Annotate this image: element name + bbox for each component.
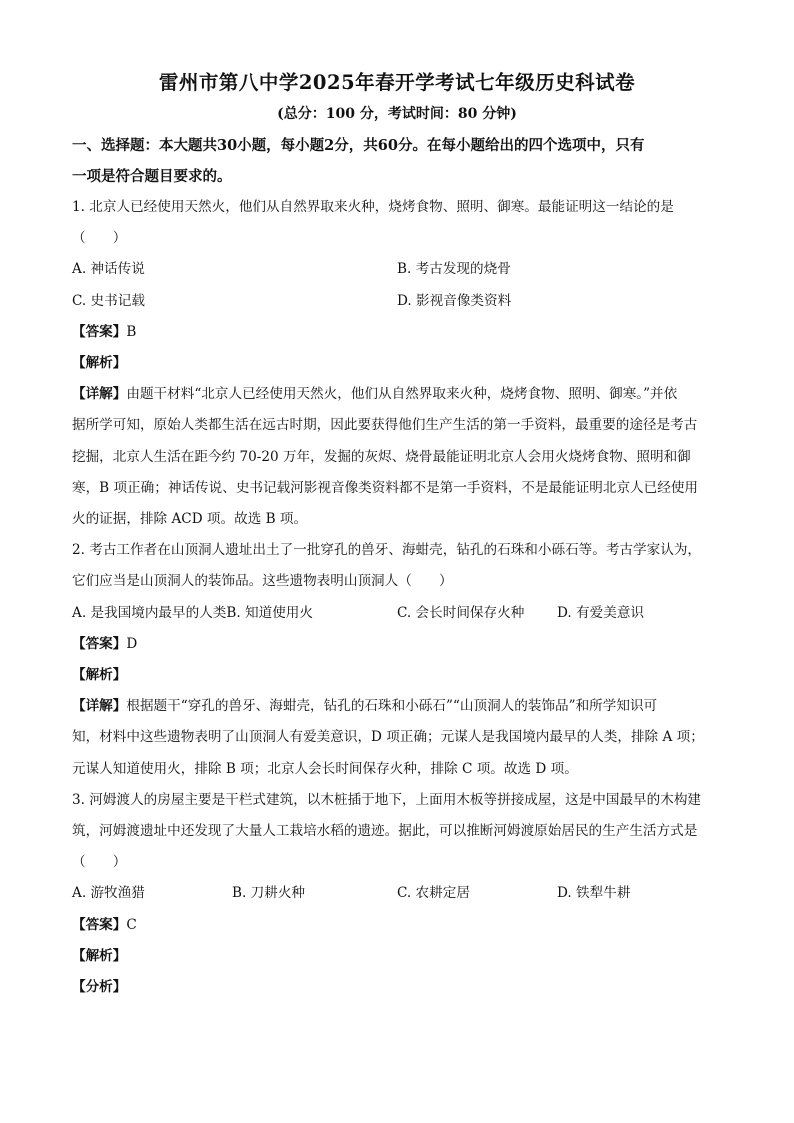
detail-label: 【详解】 (72, 698, 127, 715)
detail-paragraph (72, 379, 722, 535)
answer-label: 【答案】 (72, 916, 127, 933)
detail-line-5: 火的证据，排除 ACD 项。故选 B 项。 (72, 511, 308, 528)
detail-line-4: 寒，B 项正确；神话传说、史书记载河影视音像类资料都不是第一手资料，不是最能证明北京人已经使用 (72, 479, 699, 496)
question-1-options-row2 (72, 286, 722, 317)
answer-line (72, 910, 722, 941)
answer-line (72, 629, 722, 660)
option-c: C. 会长时间保存火种 (397, 604, 525, 621)
section-heading (72, 130, 722, 192)
detail-line-2: 据所学可知，原始人类都生活在远古时期，因此要获得他们生产生活的第一手资料，最重要的途径是考古 (72, 417, 698, 434)
option-d: D. 铁犁牛耕 (557, 885, 631, 902)
option-d: D. 有爱美意识 (557, 604, 645, 621)
detail-line-1: 根据题干“穿孔的兽牙、海蚶壳，钻孔的石珠和小砾石”“山顶洞人的装饰品”和所学知识可 (126, 698, 658, 715)
question-3-stem-line2: 筑，河姆渡遗址中还发现了大量人工栽培水稻的遗迹。据此，可以推断河姆渡原始居民的生产生活方式是 (72, 823, 698, 840)
option-c: C. 史书记载 (72, 292, 145, 309)
option-d: D. 影视音像类资料 (397, 292, 512, 309)
option-a-b: A. 是我国境内最早的人类B. 知道使用火 (72, 604, 313, 621)
answer-line (72, 317, 722, 348)
fenxi-label: 【分析】 (72, 979, 127, 996)
exam-subtitle: (总分：100 分，考试时间：80 分钟) (277, 106, 517, 122)
exam-title: 雷州市第八中学2025年春开学考试七年级历史科试卷 (158, 71, 636, 94)
option-b: B. 考古发现的烧骨 (397, 261, 511, 278)
question-3 (72, 785, 722, 1003)
question-1-stem-line1: 1. 北京人已经使用天然火，他们从自然界取来火种，烧烤食物、照明、御寒。最能证明这一结论的是 (72, 199, 674, 215)
detail-paragraph (72, 691, 722, 785)
answer-value: C (126, 916, 137, 933)
option-a: A. 游牧渔猎 (72, 885, 145, 902)
analysis-label: 【解析】 (72, 947, 127, 964)
question-3-stem-line1: 3. 河姆渡人的房屋主要是干栏式建筑，以木桩插于地下，上面用木板等拼接成屋，这是中国最早的木构建 (72, 791, 702, 808)
detail-line-2: 知，材料中这些遗物表明了山顶洞人有爱美意识，D 项正确；元谋人是我国境内最早的人类，排除 A 项； (72, 729, 704, 746)
option-b: B. 刀耕火种 (232, 885, 306, 902)
option-c: C. 农耕定居 (397, 885, 470, 902)
answer-value: D (126, 635, 138, 652)
detail-line-3: 元谋人知道使用火，排除 B 项；北京人会长时间保存火种，排除 C 项。故选 D 项。 (72, 760, 578, 777)
answer-value: B (126, 323, 137, 340)
question-1-options-row1 (72, 254, 722, 285)
analysis-line (72, 941, 722, 972)
question-2-stem-line1: 2. 考古工作者在山顶洞人遗址出土了一批穿孔的兽牙、海蚶壳，钻孔的石珠和小砾石等。考古学家认为， (72, 542, 702, 559)
question-2-options (72, 598, 722, 629)
fenxi-line (72, 972, 722, 1003)
question-2 (72, 535, 722, 785)
detail-line-1: 由题干材料“北京人已经使用天然火，他们从自然界取来火种，烧烤食物、照明、御寒。”并依 (126, 386, 678, 403)
question-1-stem-line2: （ ） (72, 230, 127, 247)
analysis-label: 【解析】 (72, 667, 127, 684)
question-3-stem-line3: （ ） (72, 854, 127, 871)
analysis-line (72, 348, 722, 379)
question-3-options (72, 878, 722, 909)
section-heading-line1: 一、选择题：本大题共30小题，每小题2分，共60分。在每小题给出的四个选项中，只有 (72, 137, 645, 154)
section-heading-line2: 一项是符合题目要求的。 (72, 168, 232, 185)
detail-label: 【详解】 (72, 386, 127, 403)
answer-label: 【答案】 (72, 323, 127, 340)
option-a: A. 神话传说 (72, 261, 145, 278)
question-1 (72, 192, 722, 535)
answer-label: 【答案】 (72, 635, 127, 652)
analysis-label: 【解析】 (72, 355, 127, 372)
analysis-line (72, 660, 722, 691)
question-2-stem-line2: 它们应当是山顶洞人的装饰品。这些遗物表明山顶洞人（ ） (72, 573, 453, 590)
detail-line-3: 挖掘，北京人生活在距今约 70-20 万年，发掘的灰烬、烧骨最能证明北京人会用火烧烤食物、照明和御 (72, 448, 691, 465)
